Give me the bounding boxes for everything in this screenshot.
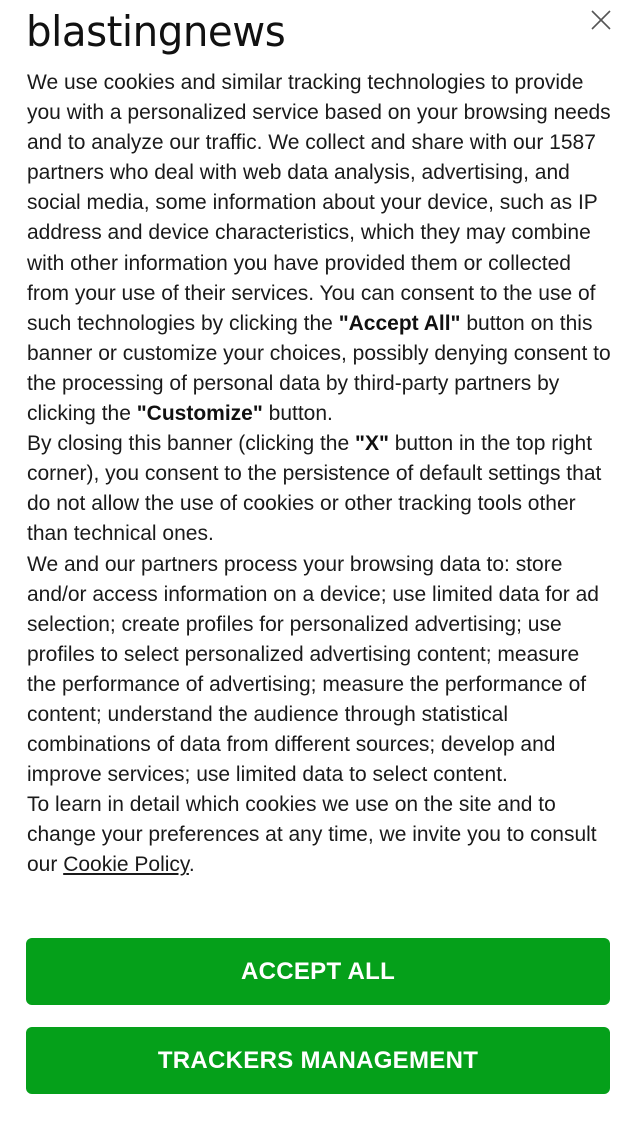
accept-all-button[interactable]: ACCEPT ALL (26, 938, 610, 1005)
policy-text: To learn in detail which cookies we use on the site and to change your preferences at any time, we invite you to consult our (27, 793, 597, 877)
accept-all-reference: "Accept All" (338, 311, 461, 335)
close-text-continued: button in the top right corner), you consent to the persistence of default settings that do not allow the use of cookies or other tracking tools other than technical ones. (27, 432, 602, 546)
x-button-reference: "X" (355, 432, 389, 456)
consent-paragraph-policy (27, 790, 613, 880)
close-text: By closing this banner (clicking the (27, 432, 355, 456)
consent-text (27, 68, 613, 881)
trackers-management-button[interactable]: TRACKERS MANAGEMENT (26, 1027, 610, 1094)
intro-text-end: button. (262, 402, 333, 426)
intro-text-continued: button on this banner or customize your choices, possibly denying consent to the processing of personal data by third-party partners by clicking the (27, 311, 611, 426)
consent-paragraph-purposes: We and our partners process your browsing data to: store and/or access information on a device; use limited data for ad selection; create profiles for personalized advertising; use profiles to select personalized advertising content; measure the performance of advertising; measure the performance of content; understand the audience through statistical combinations of data from different sources; develop and improve services; use limited data to select content. (27, 552, 599, 787)
intro-text: We use cookies and similar tracking technologies to provide you with a personalized service based on your browsing needs and to analyze our traffic. We collect and share with our 1587 partners who deal with web data analysis, advertising, and social media, some information about your device, such as IP address and device characteristics, which they may combine with other information you have provided them or collected from your use of their services. You can consent to the use of such technologies by clicking the (27, 71, 611, 335)
cookie-policy-link[interactable]: Cookie Policy (63, 853, 189, 877)
consent-paragraph-intro (27, 68, 613, 429)
brand-logo: blastingnews (26, 7, 286, 56)
policy-text-end: . (188, 853, 195, 877)
customize-reference: "Customize" (136, 402, 263, 426)
close-icon (589, 8, 613, 32)
consent-paragraph-close (27, 429, 613, 549)
close-button[interactable] (589, 8, 613, 32)
